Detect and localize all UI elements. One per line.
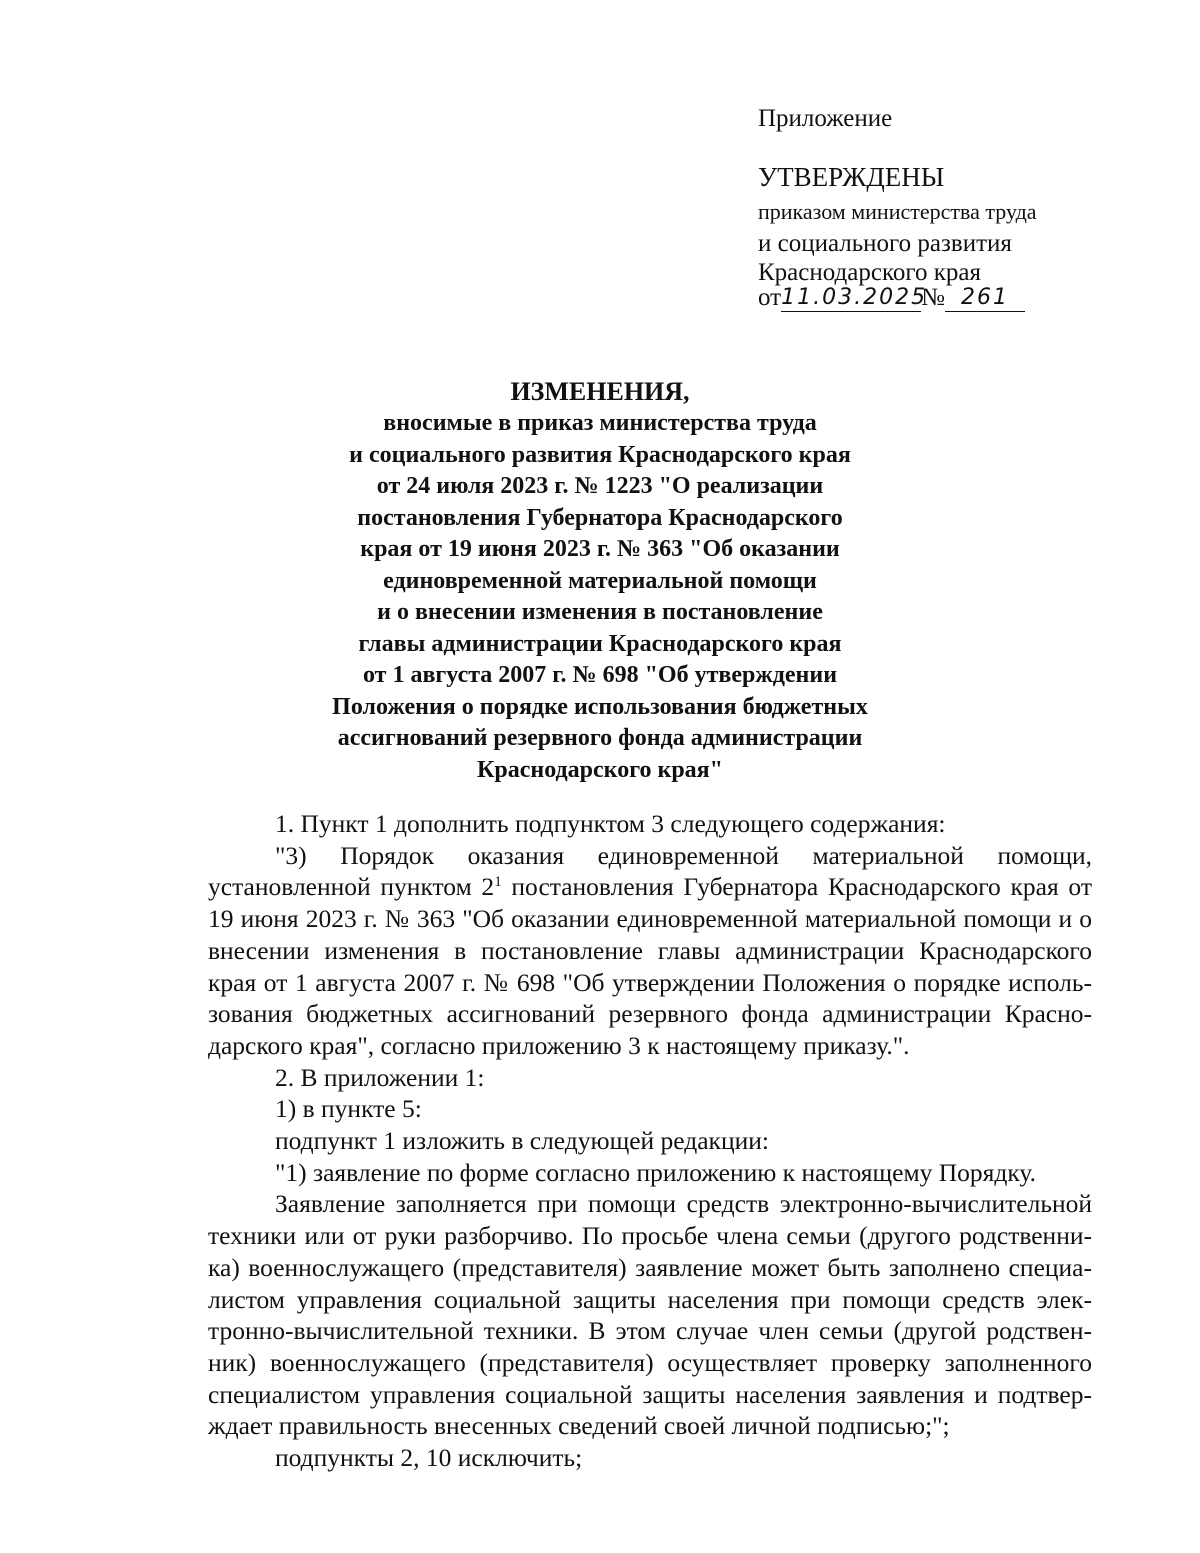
appendix-title: Приложение — [758, 105, 893, 132]
number-prefix: № — [921, 284, 945, 311]
paragraph-5: подпункт 1 изложить в следующей редакции: — [275, 1126, 769, 1156]
paragraph-7: Заявление заполняется при помощи средств электронно-вычислительной техники или от руки разборчиво. По просьбе члена семьи (другого родственника) военнослужащего (представителя) заявление может быть заполнено специалистом управления социальной защиты населения при помощи средств электронно-вычислительной техники. В этом случае член семьи (другой родственник) военнослужащего (представителя) осуществляет проверку заполненного специалистом управления социальной защиты населения заявления и подтверждает правильность внесенных сведений своей личной подписью;"; — [208, 1189, 1092, 1441]
heading-line: края от 19 июня 2023 г. № 363 "Об оказании — [360, 536, 840, 562]
heading-line: от 24 июля 2023 г. № 1223 "О реализации — [376, 473, 824, 499]
document-heading — [300, 375, 900, 786]
heading-line: ассигнований резервного фонда администрации — [337, 725, 863, 751]
paragraph-1: 1. Пункт 1 дополнить подпунктом 3 следующего содержания: — [275, 809, 946, 838]
approved-label: УТВЕРЖДЕНЫ — [758, 162, 945, 192]
heading-line: единовременной материальной помощи — [383, 567, 817, 594]
heading-line: Положения о порядке использования бюджетных — [332, 693, 868, 720]
order-date-number — [758, 283, 1158, 312]
handwritten-number: 261 — [945, 285, 1025, 312]
heading-line: Краснодарского края" — [477, 756, 723, 783]
heading-line: постановления Губернатора Краснодарского — [357, 504, 843, 531]
paragraph-2-text-b: постановления Губернатора Краснодарского края от 19 июня 2023 г. № 363 "Об оказании единовременной материальной помощи и о внесении изменения в постановление главы администрации Краснодарского края от 1 августа 2007 г. № 698 "Об утверждении Положения о порядке использования бюджетных ассигнований резервного фонда администрации Краснодарского края", согласно приложению 3 к настоящему приказу.". — [208, 872, 1092, 1060]
heading-line: и социального развития Краснодарского края — [349, 441, 851, 468]
paragraph-8: подпункты 2, 10 исключить; — [275, 1443, 583, 1473]
heading-line: от 1 августа 2007 г. № 698 "Об утверждении — [362, 662, 838, 688]
approved-by-line-2: и социального развития — [758, 230, 1012, 257]
document-body — [208, 808, 1092, 1474]
date-prefix: от — [758, 284, 782, 311]
heading-line: вносимые в приказ министерства труда — [383, 410, 817, 436]
paragraph-2 — [208, 840, 1092, 1062]
handwritten-date: 11.03.2025 — [781, 285, 928, 310]
paragraph-6: "1) заявление по форме согласно приложению к настоящему Порядку. — [275, 1157, 1036, 1187]
heading-line: и о внесении изменения в постановление — [377, 599, 823, 625]
heading-title: ИЗМЕНЕНИЯ, — [510, 377, 690, 406]
heading-line: главы администрации Краснодарского края — [358, 630, 842, 657]
approved-by-line-3: Краснодарского края — [758, 259, 981, 286]
paragraph-2-text-a: "3) Порядок оказания единовременной материальной помощи, установленной пунктом 2 — [208, 840, 1092, 902]
paragraph-4: 1) в пункте 5: — [275, 1094, 422, 1124]
superscript-1: 1 — [494, 874, 502, 891]
paragraph-3: 2. В приложении 1: — [275, 1062, 485, 1092]
approved-by-line-1: приказом министерства труда — [758, 199, 1037, 224]
